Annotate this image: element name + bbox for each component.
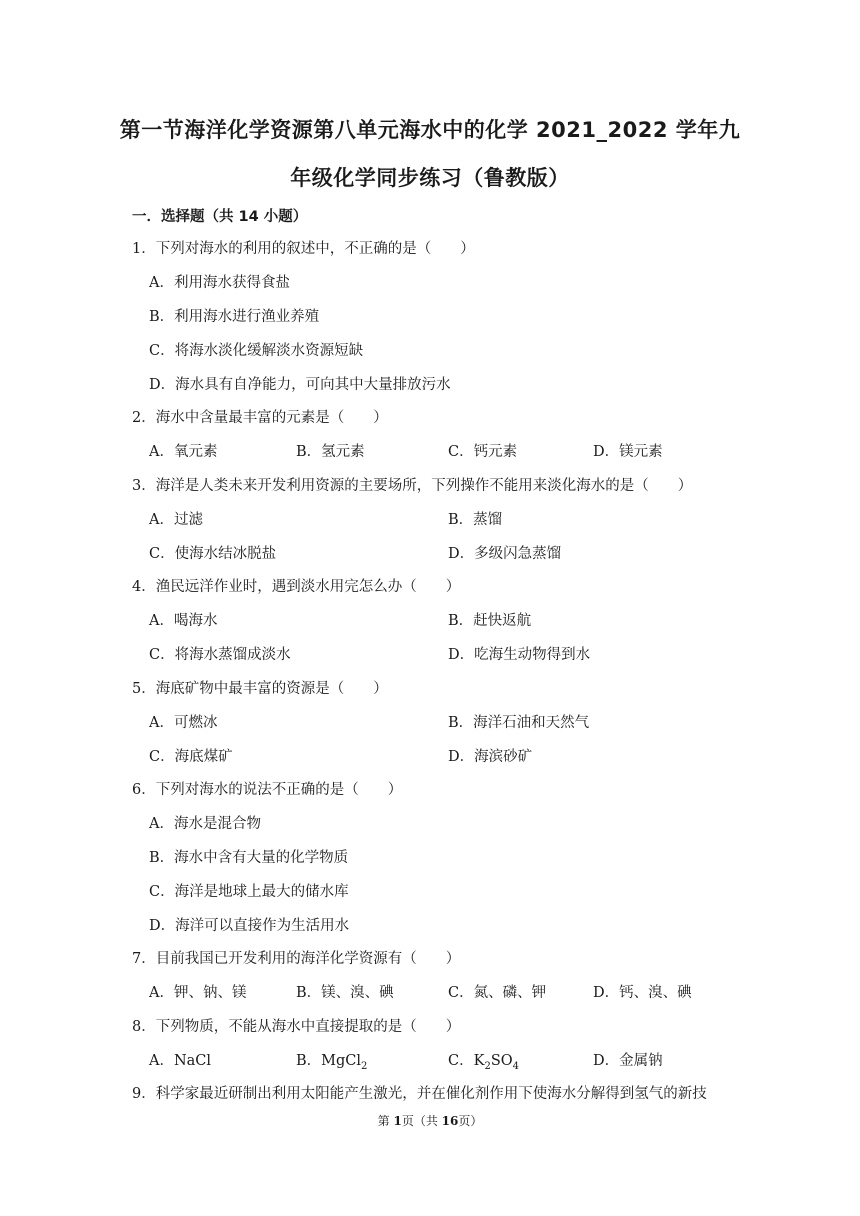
question-7-option-b: B．镁、溴、碘 bbox=[296, 985, 394, 1001]
question-5-option-c: C．海底煤矿 bbox=[149, 749, 233, 765]
subscript: 4 bbox=[512, 1060, 520, 1072]
document-title-line-2: 年级化学同步练习（鲁教版） bbox=[290, 166, 570, 190]
question-7-option-d: D．钙、溴、碘 bbox=[593, 985, 692, 1001]
formula-text: C．K bbox=[448, 1053, 485, 1069]
subscript: 2 bbox=[361, 1060, 368, 1072]
question-2-option-d: D．镁元素 bbox=[593, 444, 663, 460]
question-4-stem: 4．渔民远洋作业时，遇到淡水用完怎么办（ ） bbox=[132, 579, 461, 595]
question-8-option-d: D．金属钠 bbox=[593, 1053, 663, 1069]
question-1-option-d: D．海水具有自净能力，可向其中大量排放污水 bbox=[149, 377, 451, 393]
question-6-stem: 6．下列对海水的说法不正确的是（ ） bbox=[132, 782, 403, 798]
question-2-option-c: C．钙元素 bbox=[448, 444, 518, 460]
subscript: 2 bbox=[484, 1060, 491, 1072]
question-9-stem: 9．科学家最近研制出利用太阳能产生激光，并在催化剂作用下使海水分解得到氢气的新技 bbox=[132, 1086, 707, 1102]
question-6-option-b: B．海水中含有大量的化学物质 bbox=[149, 850, 349, 866]
question-7-stem: 7．目前我国已开发利用的海洋化学资源有（ ） bbox=[132, 951, 461, 967]
footer-suffix: 页） bbox=[458, 1114, 483, 1128]
question-2-option-a: A．氧元素 bbox=[149, 444, 218, 460]
question-8-option-b bbox=[296, 1049, 367, 1072]
question-1-stem: 1．下列对海水的利用的叙述中，不正确的是（ ） bbox=[132, 241, 475, 257]
question-1-option-a: A．利用海水获得食盐 bbox=[149, 275, 290, 291]
footer-mid: 页（共 bbox=[401, 1114, 442, 1128]
footer-prefix: 第 bbox=[377, 1114, 394, 1128]
question-2-option-b: B．氢元素 bbox=[296, 444, 365, 460]
question-8-option-a: A．NaCl bbox=[149, 1053, 212, 1069]
question-6-option-c: C．海洋是地球上最大的储水库 bbox=[149, 884, 349, 900]
question-4-option-a: A．喝海水 bbox=[149, 613, 218, 629]
question-4-option-c: C．将海水蒸馏成淡水 bbox=[149, 647, 291, 663]
question-1-option-c: C．将海水淡化缓解淡水资源短缺 bbox=[149, 343, 364, 359]
question-2-stem: 2．海水中含量最丰富的元素是（ ） bbox=[132, 410, 388, 426]
question-4-option-d: D．吃海生动物得到水 bbox=[448, 647, 591, 663]
total-pages: 16 bbox=[441, 1114, 459, 1128]
section-heading: 一．选择题（共 14 小题） bbox=[132, 209, 308, 225]
question-8-stem: 8．下列物质，不能从海水中直接提取的是（ ） bbox=[132, 1019, 461, 1035]
question-6-option-a: A．海水是混合物 bbox=[149, 816, 261, 832]
question-6-option-d: D．海洋可以直接作为生活用水 bbox=[149, 918, 350, 934]
page-number: 1 bbox=[393, 1114, 402, 1128]
question-3-option-c: C．使海水结冰脱盐 bbox=[149, 546, 277, 562]
question-5-option-a: A．可燃冰 bbox=[149, 715, 218, 731]
formula-text: B．MgCl bbox=[296, 1053, 362, 1069]
question-3-option-a: A．过滤 bbox=[149, 512, 203, 528]
question-3-option-d: D．多级闪急蒸馏 bbox=[448, 546, 562, 562]
document-title-line-1: 第一节海洋化学资源第八单元海水中的化学 2021_2022 学年九 bbox=[119, 118, 741, 142]
question-5-option-d: D．海滨砂矿 bbox=[448, 749, 533, 765]
page-footer bbox=[0, 1112, 860, 1129]
question-5-option-b: B．海洋石油和天然气 bbox=[448, 715, 590, 731]
question-3-stem: 3．海洋是人类未来开发利用资源的主要场所，下列操作不能用来淡化海水的是（ ） bbox=[132, 478, 693, 494]
question-8-option-c bbox=[448, 1049, 519, 1072]
question-5-stem: 5．海底矿物中最丰富的资源是（ ） bbox=[132, 681, 388, 697]
question-1-option-b: B．利用海水进行渔业养殖 bbox=[149, 309, 320, 325]
question-7-option-a: A．钾、钠、镁 bbox=[149, 985, 247, 1001]
question-4-option-b: B．赶快返航 bbox=[448, 613, 532, 629]
question-7-option-c: C．氮、磷、钾 bbox=[448, 985, 547, 1001]
formula-text: SO bbox=[490, 1053, 513, 1069]
question-3-option-b: B．蒸馏 bbox=[448, 512, 503, 528]
